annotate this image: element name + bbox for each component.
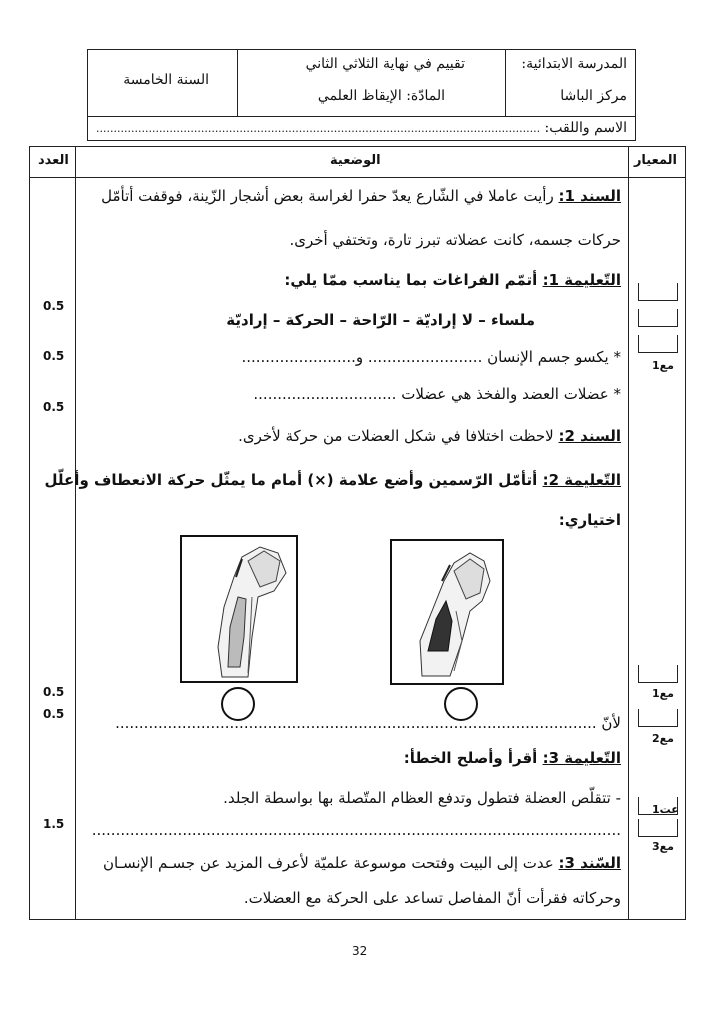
subject-label: المادّة: الإيقاظ العلمي	[317, 88, 445, 104]
criteria-box-3[interactable]	[638, 335, 678, 353]
header-top-row	[88, 50, 635, 117]
criteria-box-5[interactable]	[638, 709, 678, 727]
task1-heading: التّعليمة 1: أتمّم الفراغات بما يناسب ممّا يلي:	[284, 271, 621, 289]
task3-sentence: - تتقلّص العضلة فتطول وتدفع العظام المتّصلة بها بواسطة الجلد.	[223, 789, 621, 807]
name-input-dots[interactable]: ...............................................................................................................................	[96, 122, 541, 135]
exam-title: تقييم في نهاية الثلاثي الثاني	[305, 56, 465, 72]
header-score: العدد	[38, 153, 69, 168]
name-label: الاسم واللقب:	[544, 120, 627, 136]
sanad3-line-a: السّند 3: عدت إلى البيت وفتحت موسوعة علميّة لأعرف المزيد عن جسـم الإنسـان	[103, 854, 621, 872]
sanad1-line-a: السند 1: رأيت عاملا في الشّارع يعدّ حفرا لغراسة بعض أشجار الزّينة، فوقفت أتأمّل	[101, 187, 621, 205]
header-title-cell	[238, 50, 505, 116]
arm-drawing-extension	[180, 535, 298, 683]
arm-drawing-flexion	[390, 539, 504, 685]
grade-label: السنة الخامسة	[123, 72, 209, 88]
criteria-label-5: مع3	[652, 840, 674, 853]
center-name: مركز الباشا	[560, 88, 627, 104]
task2-line-a: التّعليمة 2: أتأمّل الرّسمين وأضع علامة (×) أمام ما يمثّل حركة الانعطاف وأعلّل	[44, 471, 621, 489]
fill-in-2[interactable]: * عضلات العضد والفخذ هي عضلات ..............................	[253, 385, 621, 403]
score-4: 0.5	[43, 685, 65, 699]
word-bank: ملساء – لا إراديّة – الرّاحة – الحركة – إراديّة	[226, 311, 535, 329]
header-criteria: المعيار	[633, 153, 677, 168]
score-5: 0.5	[43, 707, 65, 721]
criteria-label-3: مع2	[652, 732, 674, 745]
page-number: 32	[352, 944, 368, 958]
task2-line-b: اختياري:	[558, 511, 621, 529]
sanad2-line: السند 2: لاحظت اختلافا في شكل العضلات من حركة لأخرى.	[238, 427, 621, 445]
criteria-box-4[interactable]	[638, 665, 678, 683]
criteria-box-7[interactable]	[638, 819, 678, 837]
header-box	[87, 49, 636, 141]
school-label: المدرسة الابتدائية:	[521, 56, 627, 72]
criteria-box-1[interactable]	[638, 283, 678, 301]
student-name-line	[96, 120, 627, 136]
score-6: 1.5	[43, 817, 65, 831]
score-3: 0.5	[43, 400, 65, 414]
score-2: 0.5	[43, 349, 65, 363]
assessment-table	[29, 146, 686, 920]
task3-heading: التّعليمة 3: أقرأ وأصلح الخطأ:	[403, 749, 621, 767]
criteria-label-4: عت1	[652, 803, 679, 816]
criteria-box-2[interactable]	[638, 309, 678, 327]
justification-line[interactable]: لأنّ .....................................................................................................	[115, 714, 621, 732]
sanad3-line-b: وحركاته فقرأت أنّ المفاصل تساعد على الحركة مع العضلات.	[243, 889, 621, 907]
task3-answer-dots[interactable]: ...............................................................................................................	[91, 821, 621, 839]
score-1: 0.5	[43, 299, 65, 313]
sanad1-line-b: حركات جسمه، كانت عضلاته تبرز تارة، وتختفي أخرى.	[289, 231, 621, 249]
criteria-label-1: مع1	[652, 359, 674, 372]
header-situation: الوضعية	[330, 153, 381, 168]
fill-in-1[interactable]: * يكسو جسم الإنسان ........................ و........................	[241, 348, 621, 366]
criteria-label-2: مع1	[652, 687, 674, 700]
header-grade-cell	[88, 50, 238, 116]
header-school-cell	[505, 50, 635, 116]
